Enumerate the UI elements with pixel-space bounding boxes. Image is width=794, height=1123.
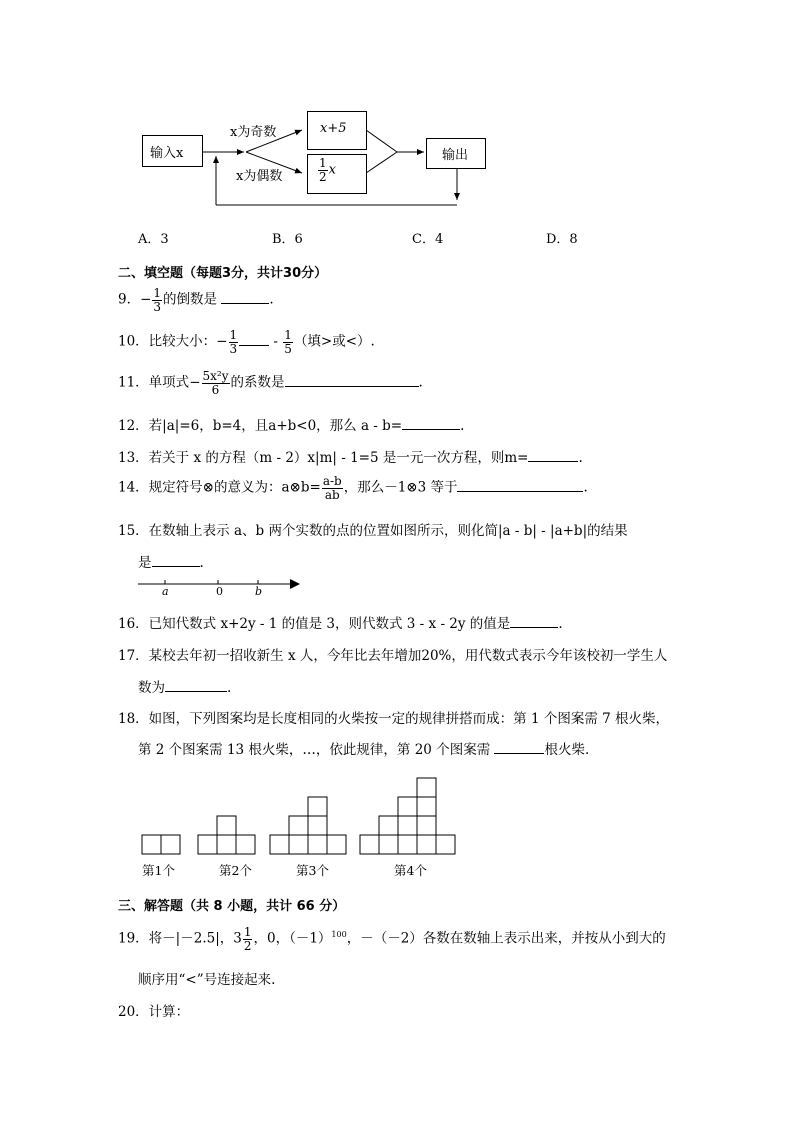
option-b: B．6 <box>272 232 303 247</box>
question-16: 16．已知代数式 x+2y - 1 的值是 3，则代数式 3 - x - 2y 的值是 . <box>118 616 563 632</box>
flow-op2-label: $\frac{1}{2}$ x <box>319 156 336 184</box>
question-12: 12．若|a|=6，b=4，且a+b<0，那么 a - b= . <box>118 418 465 434</box>
option-c: C．4 <box>412 232 444 247</box>
question-19-line2: 顺序用“<”号连接起来. <box>138 972 276 988</box>
pattern-label-3: 第3个 <box>296 863 329 878</box>
question-11: 11．单项式− $\frac{\text{5x²y}}{6}$ 的系数是 . <box>118 369 423 397</box>
question-17-line1: 17．某校去年初一招收新生 x 人，今年比去年增加20%，用代数式表示今年该校初一学生人 <box>118 648 668 664</box>
question-15-line2: 是 . <box>138 555 204 571</box>
pattern-label-1: 第1个 <box>142 863 175 878</box>
question-20: 20．计算： <box>118 1004 190 1020</box>
section2-heading: 二、填空题（每题3分，共计30分） <box>118 266 328 281</box>
question-14: 14．规定符号⊗的意义为：a⊗b= $\frac{a-b}{ab}$ ，那么－1⊗3 等于 . <box>118 474 588 502</box>
flowchart <box>0 0 794 220</box>
pattern-label-4: 第4个 <box>394 863 427 878</box>
flow-output-label: 输出 <box>442 148 469 163</box>
question-19-line1: 19．将－|－2.5|，3 $\frac{1}{2}$ ，0，$(-1)^{100}$，－（－2）各数在数轴上表示出来，并按从小到大的 <box>118 925 666 953</box>
option-a: A．3 <box>138 232 169 247</box>
question-9: 9．− $\frac{1}{3}$ 的倒数是 . <box>118 286 274 314</box>
match-patterns <box>0 770 794 860</box>
question-18-line2: 第 2 个图案需 13 根火柴，…，依此规律，第 20 个图案需 根火柴. <box>138 742 590 758</box>
pattern-label-2: 第2个 <box>219 863 252 878</box>
question-15-line1: 15．在数轴上表示 a、b 两个实数的点的位置如图所示，则化简|a - b| - |a+b|的结果 <box>118 523 628 539</box>
question-17-line2: 数为 . <box>138 680 232 696</box>
question-13: 13．若关于 x 的方程（m - 2）x|m| - 1=5 是一元一次方程，则m= . <box>118 450 583 466</box>
question-18-line1: 18．如图，下列图案均是长度相同的火柴按一定的规律拼搭而成：第 1 个图案需 7 根火柴， <box>118 711 670 727</box>
option-d: D．8 <box>546 232 578 247</box>
section3-heading: 三、解答题（共 8 小题，共计 66 分） <box>118 899 346 914</box>
number-line-zero: 0 <box>216 585 223 598</box>
flow-even-label: x为偶数 <box>236 169 283 184</box>
flow-input-label: 输入x <box>150 146 184 161</box>
question-10: 10．比较大小：− $\frac{1}{3}$ - $\frac{1}{5}$ （填>或<）. <box>118 328 375 356</box>
number-line-b: b <box>255 585 263 598</box>
flow-op2-box <box>307 154 367 194</box>
number-line-a: a <box>162 585 169 598</box>
flow-odd-label: x为奇数 <box>230 125 277 140</box>
flow-op1-label: x+5 <box>320 121 347 136</box>
